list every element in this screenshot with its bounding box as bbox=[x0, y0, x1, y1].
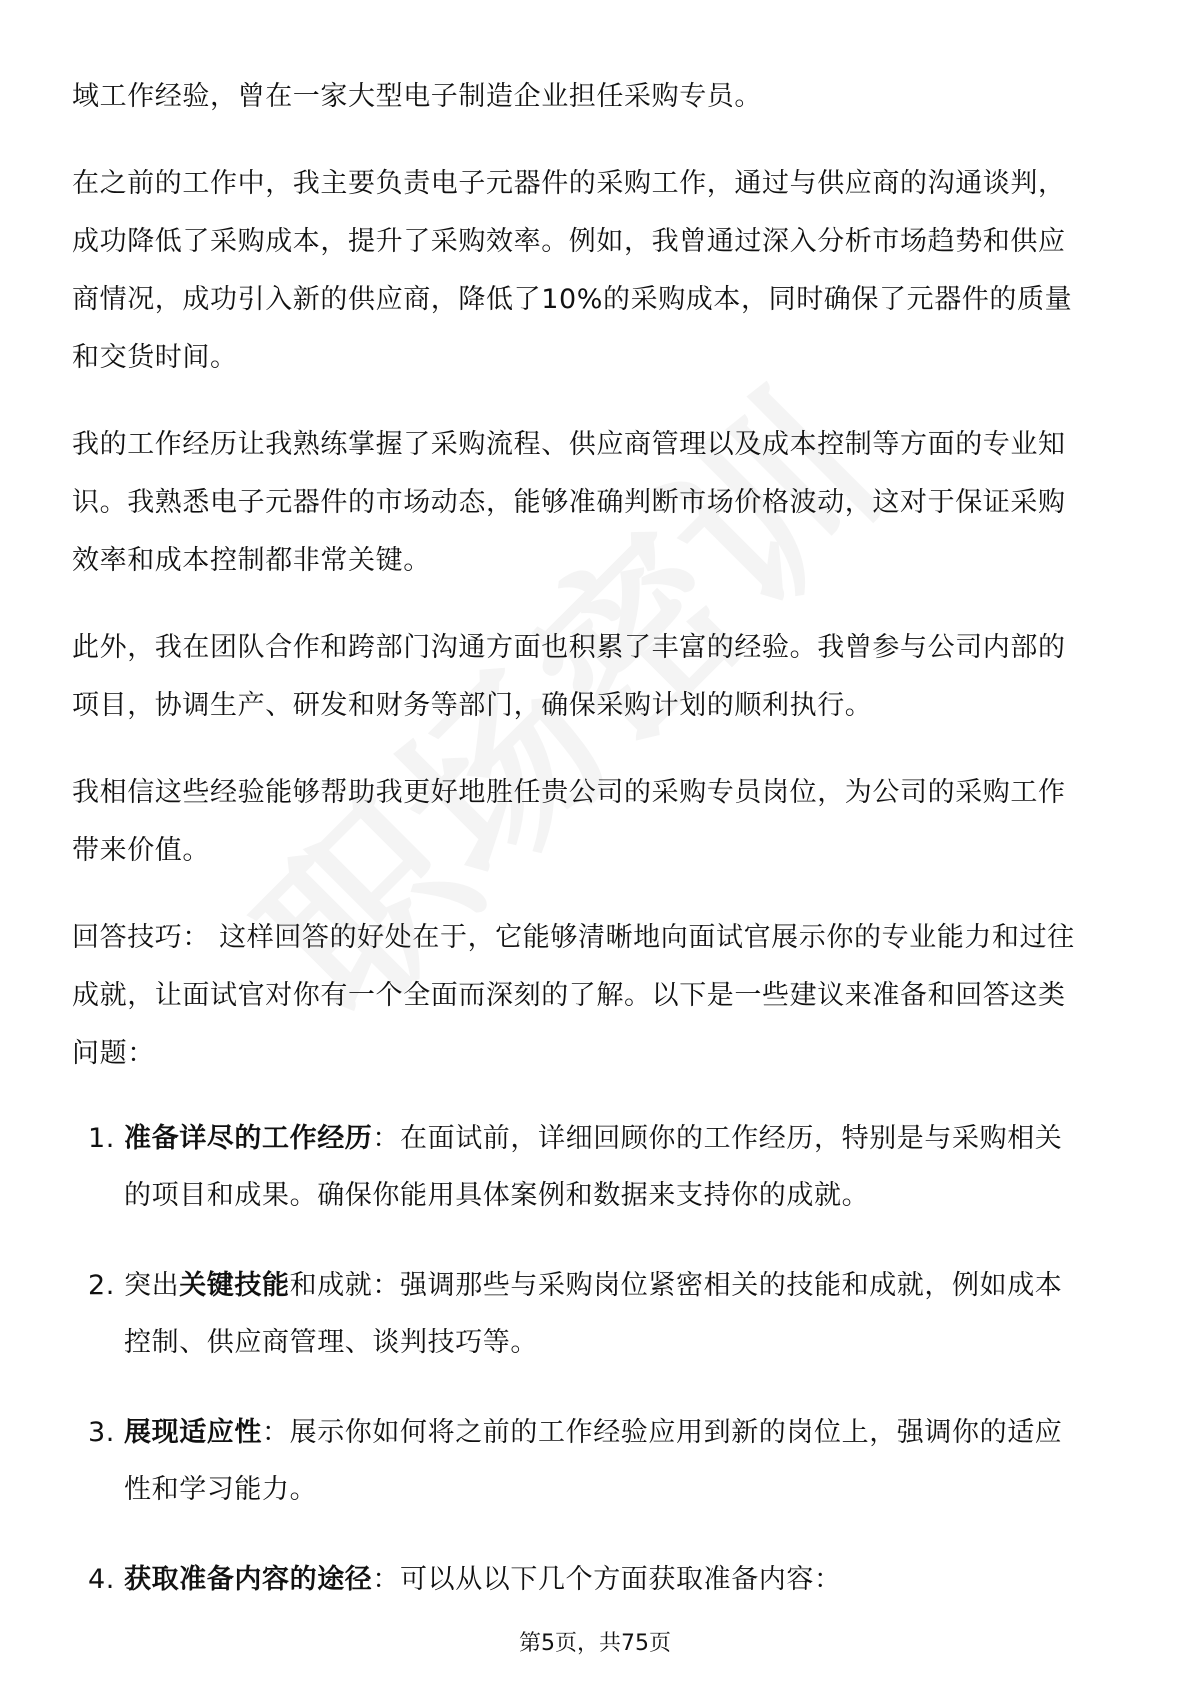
text-line: 回答技巧： 这样回答的好处在于，它能够清晰地向面试官展示你的专业能力和过往 bbox=[72, 922, 1075, 953]
item-text: ：可以从以下几个方面获取准备内容： bbox=[372, 1564, 842, 1595]
paragraph bbox=[72, 909, 1132, 1083]
item-heading: 展现适应性 bbox=[124, 1417, 262, 1448]
text-line bbox=[124, 1551, 1128, 1608]
list-item bbox=[88, 1551, 1128, 1608]
paragraph bbox=[72, 155, 1132, 387]
text-line: 我相信这些经验能够帮助我更好地胜任贵公司的采购专员岗位，为公司的采购工作 bbox=[72, 777, 1066, 808]
text-line: 控制、供应商管理、谈判技巧等。 bbox=[124, 1327, 538, 1358]
item-heading: 获取准备内容的途径 bbox=[124, 1564, 373, 1595]
text-line: 在之前的工作中，我主要负责电子元器件的采购工作，通过与供应商的沟通谈判， bbox=[72, 168, 1066, 199]
paragraph bbox=[72, 764, 1132, 880]
text-line: 的项目和成果。确保你能用具体案例和数据来支持你的成就。 bbox=[124, 1180, 870, 1211]
text-line: 效率和成本控制都非常关键。 bbox=[72, 545, 431, 576]
paragraph bbox=[72, 68, 1132, 126]
item-prefix: 突出 bbox=[124, 1270, 180, 1301]
text-line bbox=[124, 1110, 1128, 1167]
item-heading: 准备详尽的工作经历 bbox=[124, 1123, 373, 1154]
text-line bbox=[124, 1257, 1128, 1314]
document-body bbox=[72, 68, 1132, 1112]
paragraph bbox=[72, 416, 1132, 590]
list-number: 1. bbox=[88, 1123, 115, 1154]
text-line: 问题： bbox=[72, 1038, 155, 1069]
text-line: 我的工作经历让我熟练掌握了采购流程、供应商管理以及成本控制等方面的专业知 bbox=[72, 429, 1066, 460]
text-line: 域工作经验，曾在一家大型电子制造企业担任采购专员。 bbox=[72, 81, 762, 112]
text-line: 商情况，成功引入新的供应商，降低了10%的采购成本，同时确保了元器件的质量 bbox=[72, 284, 1073, 315]
text-line: 此外，我在团队合作和跨部门沟通方面也积累了丰富的经验。我曾参与公司内部的 bbox=[72, 632, 1066, 663]
text-line: 和交货时间。 bbox=[72, 342, 238, 373]
paragraph bbox=[72, 619, 1132, 735]
text-line bbox=[124, 1404, 1128, 1461]
text-line: 项目，协调生产、研发和财务等部门，确保采购计划的顺利执行。 bbox=[72, 690, 873, 721]
list-item bbox=[88, 1110, 1128, 1224]
text-line: 成功降低了采购成本，提升了采购效率。例如，我曾通过深入分析市场趋势和供应 bbox=[72, 226, 1066, 257]
list-item bbox=[88, 1404, 1128, 1518]
tips-list bbox=[88, 1110, 1128, 1641]
list-number: 4. bbox=[88, 1564, 115, 1595]
page-number: 第5页，共75页 bbox=[519, 1631, 671, 1656]
item-heading: 关键技能 bbox=[179, 1270, 290, 1301]
item-text: ：展示你如何将之前的工作经验应用到新的岗位上，强调你的适应 bbox=[262, 1417, 1063, 1448]
item-text: ：在面试前，详细回顾你的工作经历，特别是与采购相关 bbox=[372, 1123, 1063, 1154]
text-line: 性和学习能力。 bbox=[124, 1474, 318, 1505]
text-line: 成就，让面试官对你有一个全面而深刻的了解。以下是一些建议来准备和回答这类 bbox=[72, 980, 1066, 1011]
list-item bbox=[88, 1257, 1128, 1371]
list-number: 2. bbox=[88, 1270, 115, 1301]
text-line: 识。我熟悉电子元器件的市场动态，能够准确判断市场价格波动，这对于保证采购 bbox=[72, 487, 1066, 518]
list-number: 3. bbox=[88, 1417, 115, 1448]
text-line: 带来价值。 bbox=[72, 835, 210, 866]
item-text: 和成就：强调那些与采购岗位紧密相关的技能和成就，例如成本 bbox=[289, 1270, 1063, 1301]
